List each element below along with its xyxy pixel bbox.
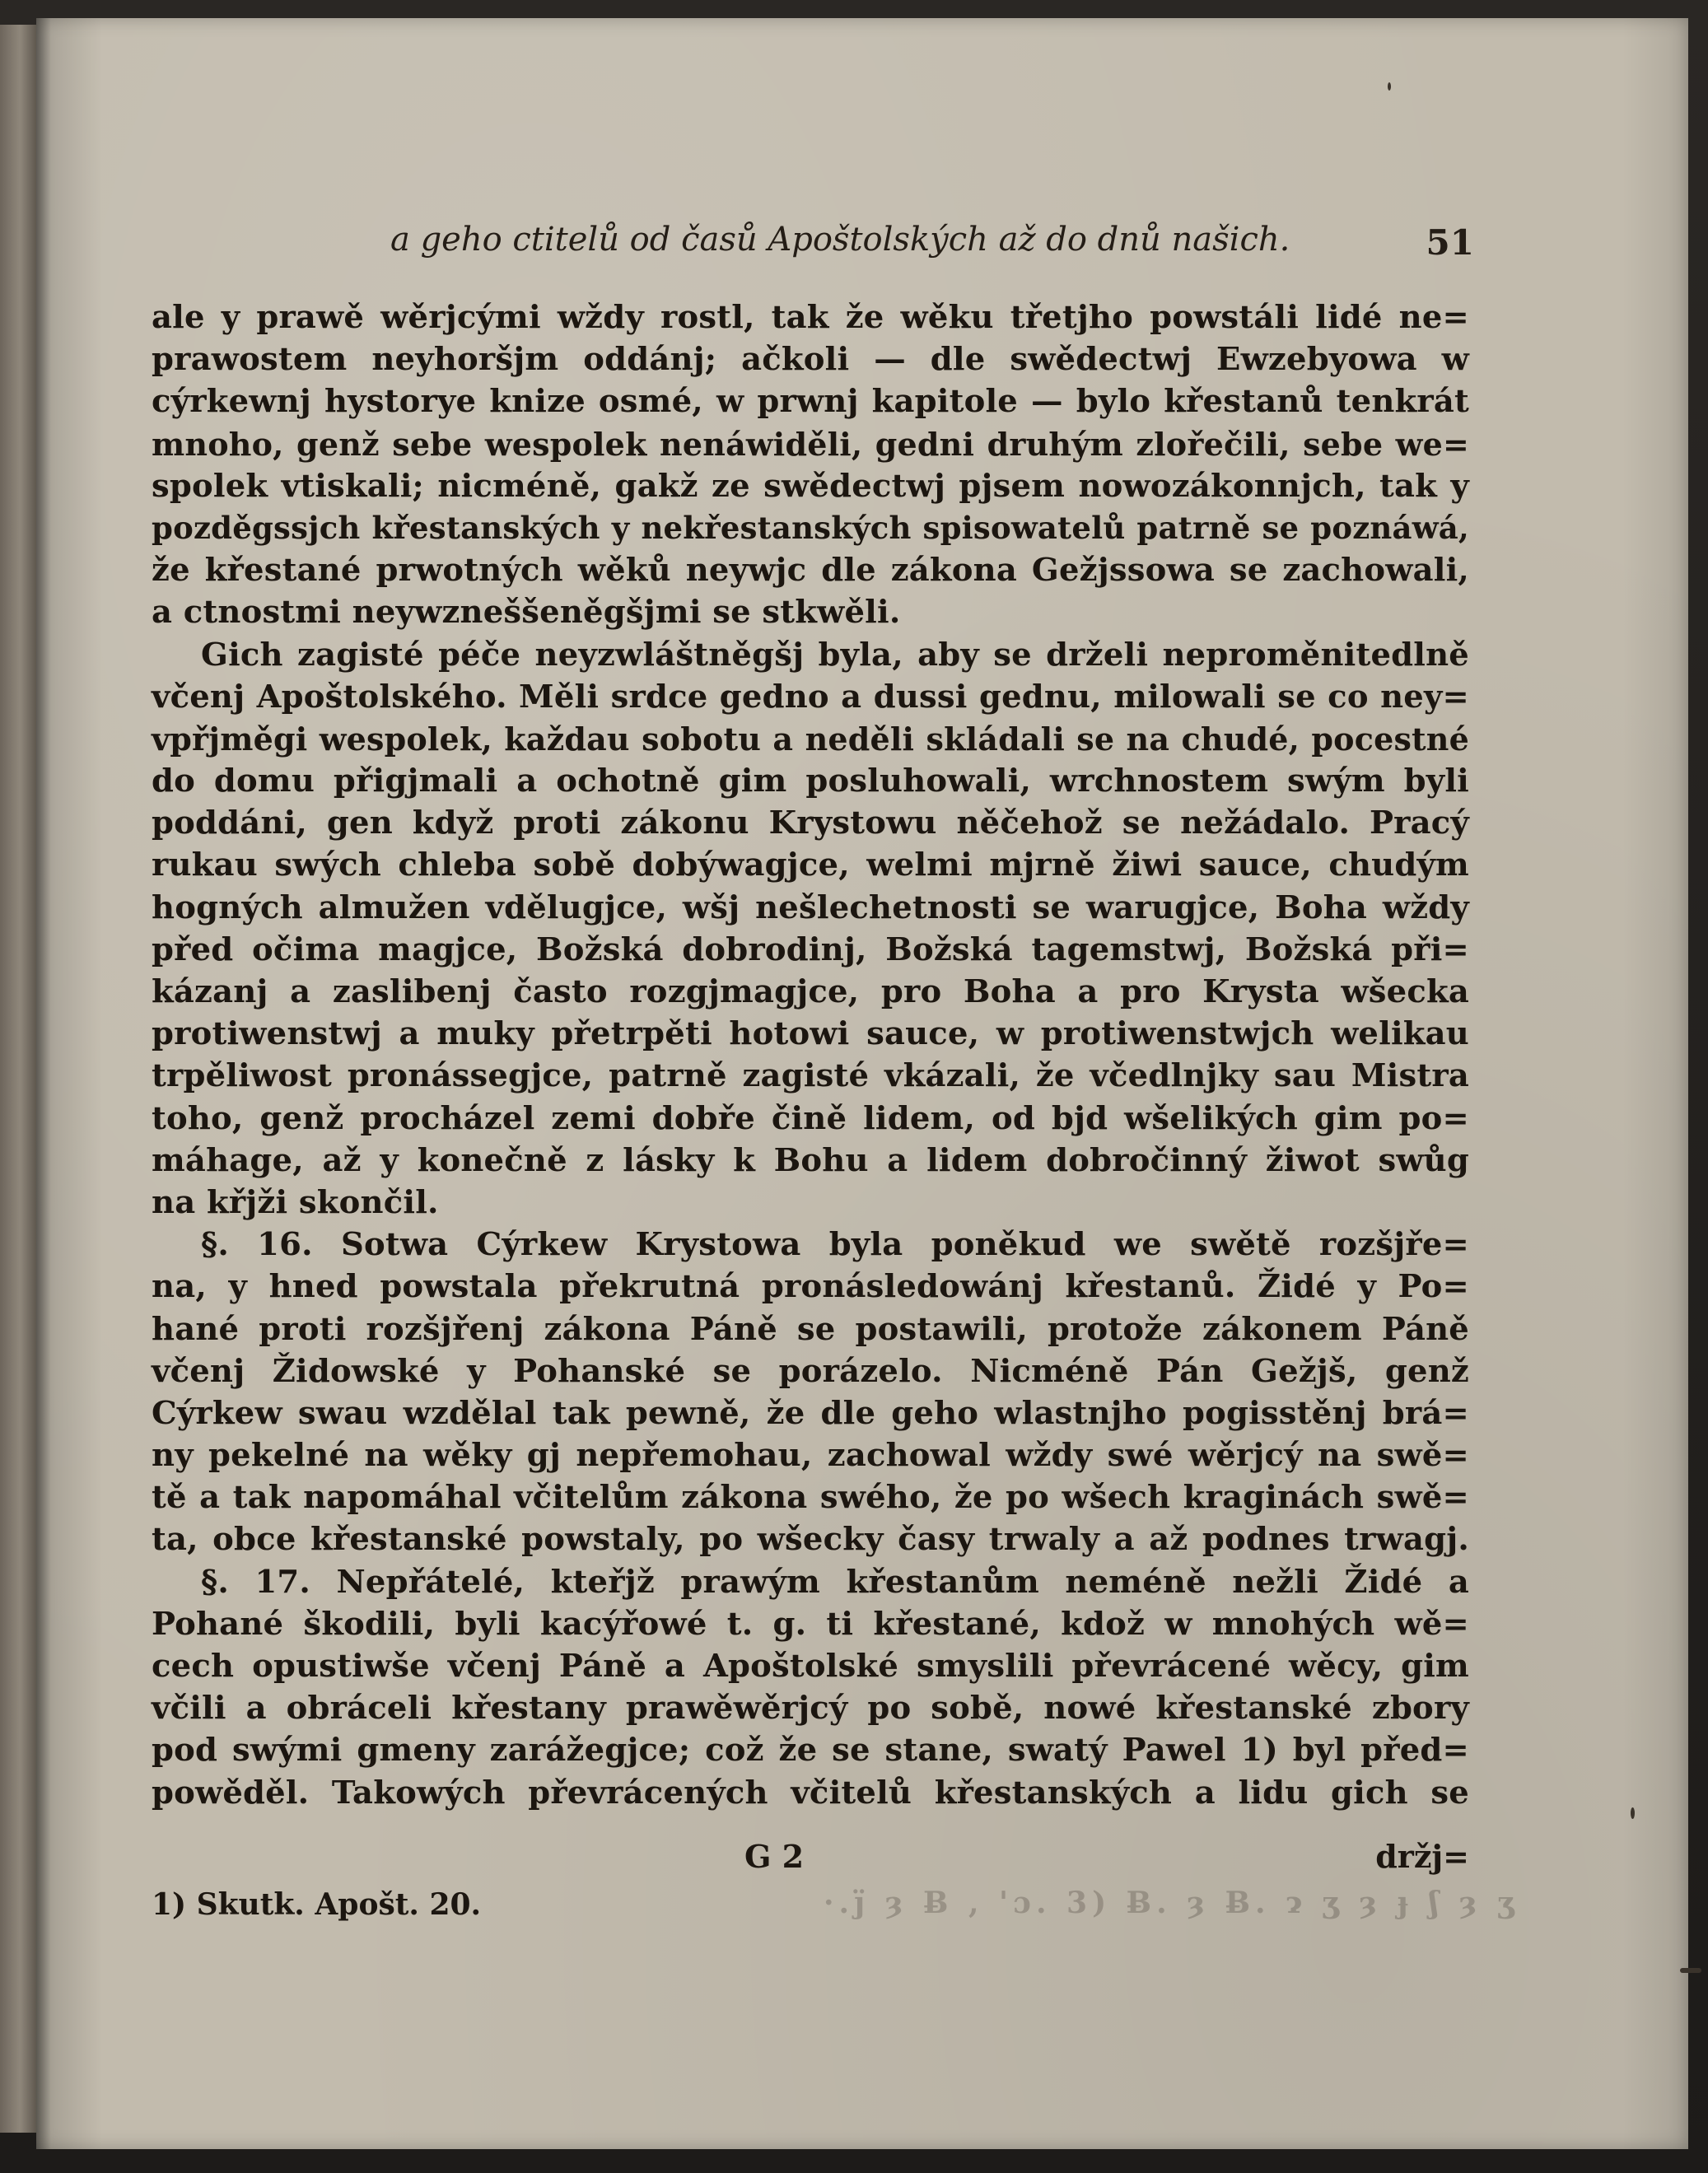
body-text [152,296,1469,1814]
signature-mark: G 2 [744,1838,805,1875]
text-line: hogných almužen vdělugjce, wšj nešlechetnosti se warugjce, Boha wždy [152,888,1469,926]
text-line: Pohané škodili, byli kacýřowé t. g. ti křestané, kdož w mnohých wě= [152,1605,1469,1643]
text-line: ale y prawě wěrjcými wždy rostl, tak že wěku třetjho powstáli lidé ne= [152,299,1469,336]
text-line: do domu přigjmali a ochotně gim posluhowali, wrchnostem swým byli [152,762,1469,800]
text-line: na, y hned powstala překrutná pronásledowánj křestanů. Židé y Po= [152,1268,1469,1306]
section-heading-17: §. 17. Nepřátelé, kteřjž prawým křestanům neméně nežli Židé a [201,1563,1469,1601]
text-line: Cýrkew swau wzdělal tak pewně, že dle geho wlastnjho pogisstěnj brá= [152,1394,1469,1432]
text-line: Gich zagisté péče neyzwláštněgšj byla, aby se drželi neproměnitedlně [201,636,1469,674]
text-line: cech opustiwše včenj Páně a Apoštolské smyslili převrácené wěcy, gim [152,1648,1469,1685]
text-line: pod swými gmeny zarážegjce; což že se stane, swatý Pawel 1) byl před= [152,1732,1469,1770]
speck [1388,82,1391,91]
text-line: vpřjměgi wespolek, každau sobotu a neděli skládali se na chudé, pocestné [152,720,1469,758]
catchword: držj= [1375,1838,1469,1875]
text-line: že křestané prwotných wěků neywjc dle zákona Gežjssowa se zachowali, [152,552,1469,590]
text-line: včenj Židowské y Pohanské se porázelo. Nicméně Pán Gežjš, genž [152,1352,1469,1390]
text-line: včili a obráceli křestany prawěwěrjcý po sobě, nowé křestanské zbory [152,1690,1469,1728]
section-heading-16: §. 16. Sotwa Cýrkew Krystowa byla poněkud we swětě rozšjře= [201,1226,1469,1264]
text-line: a ctnostmi neywzneššeněgšjmi se stkwěli. [152,594,901,632]
text-line: protiwenstwj a muky přetrpěti hotowi sauce, w protiwenstwjch welikau [152,1015,1469,1053]
facing-page-edge [0,25,36,2133]
text-line: včenj Apoštolského. Měli srdce gedno a dussi gednu, milowali se co ney= [152,678,1469,716]
bleed-through-text: ·.j̈ ȝ Ƀ , 'ɔ. 3) Ƀ. ȝ Ƀ. ɂ ʒ ȝ ɟ ʃ ȝ ʒ [824,1886,1519,1920]
page-number: 51 [1426,222,1474,263]
text-line: ny pekelné na wěky gj nepřemohau, zachowal wždy swé wěrjcý na swě= [152,1437,1469,1475]
text-line: powěděl. Takowých převrácených včitelů křestanských a lidu gich se [152,1774,1469,1812]
running-head: a geho ctitelů od časů Apoštolských až do dnů našich. [390,221,1290,259]
text-line: prawostem neyhoršjm oddánj; ačkoli — dle swědectwj Ewzebyowa w [152,341,1469,379]
speck [1631,1807,1635,1819]
footnote: 1) Skutk. Apošt. 20. [152,1887,482,1922]
gutter-shadow [36,18,51,2149]
text-line: na křjži skončil. [152,1183,439,1221]
text-line: ta, obce křestanské powstaly, po wšecky časy trwaly a až podnes trwagj. [152,1521,1469,1559]
text-line: cýrkewnj hystorye knize osmé, w prwnj kapitole — bylo křestanů tenkrát [152,383,1469,421]
text-line: trpěliwost pronássegjce, patrně zagisté vkázali, že včedlnjky sau Mistra [152,1057,1469,1095]
text-line: máhage, až y konečně z lásky k Bohu a lidem dobročinný žiwot swůg [152,1141,1469,1179]
text-line: poddáni, gen když proti zákonu Krystowu něčehož se nežádalo. Pracý [152,804,1469,842]
text-line: před očima magjce, Božská dobrodinj, Božská tagemstwj, Božská při= [152,930,1469,968]
text-line: spolek vtiskali; nicméně, gakž ze swědectwj pjsem nowozákonnjch, tak y [152,467,1469,505]
text-line: rukau swých chleba sobě dobýwagjce, welmi mjrně žiwi sauce, chudým [152,846,1469,884]
text-line: tě a tak napomáhal včitelům zákona swého, že po wšech kraginách swě= [152,1479,1469,1517]
text-line: pozděgssjch křestanských y nekřestanských spisowatelů patrně se poznáwá, [152,509,1469,546]
text-line: kázanj a zaslibenj často rozgjmagjce, pro Boha a pro Krysta wšecka [152,973,1469,1010]
text-line: mnoho, genž sebe wespolek nenáwiděli, gedni druhým zlořečili, sebe we= [152,425,1469,463]
text-line: toho, genž procházel zemi dobře čině lidem, od bjd wšelikých gim po= [152,1099,1469,1137]
signature-row [152,1838,1469,1884]
speck [1680,1968,1701,1973]
text-line: hané proti rozšjřenj zákona Páně se postawili, protože zákonem Páně [152,1310,1469,1348]
